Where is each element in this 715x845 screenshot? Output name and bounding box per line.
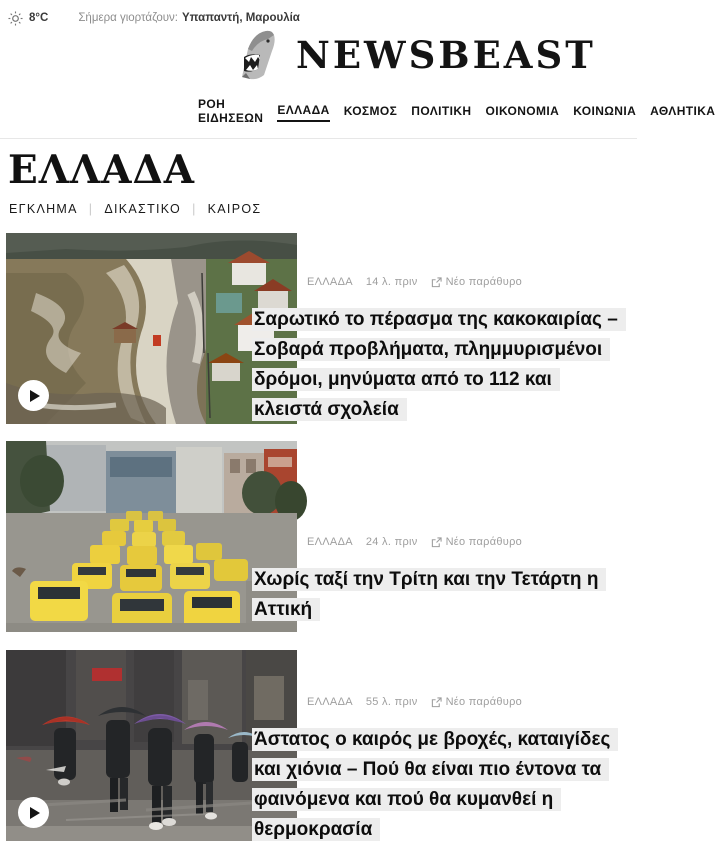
play-icon xyxy=(30,807,40,819)
nav-item-oikonomia[interactable]: ΟΙΚΟΝΟΜΙΑ xyxy=(485,104,560,118)
shark-logo-icon xyxy=(228,29,286,81)
nameday-text xyxy=(78,12,300,24)
open-new-window[interactable] xyxy=(431,276,523,288)
article-meta xyxy=(307,650,629,708)
article-category[interactable]: ΕΛΛΑΔΑ xyxy=(307,536,353,548)
subnav-item-kairos[interactable]: ΚΑΙΡΟΣ xyxy=(207,202,262,216)
article-headline[interactable]: Χωρίς ταξί την Τρίτη και την Τετάρτη η Αττική xyxy=(252,565,622,625)
main-nav xyxy=(176,97,715,138)
article-time: 24 λ. πριν xyxy=(365,536,418,548)
article-headline[interactable]: Άστατος ο καιρός με βροχές, καταιγίδες και χιόνια – Πού θα είναι πιο έντονα τα φαινόμενα και πού θα κυμανθεί η θερμοκρασία xyxy=(252,725,622,845)
play-video-button[interactable] xyxy=(18,797,49,828)
topbar xyxy=(0,0,637,27)
article-category[interactable]: ΕΛΛΑΔΑ xyxy=(307,276,353,288)
subnav-item-dikastiko[interactable]: ΔΙΚΑΣΤΙΚΟ xyxy=(104,202,182,216)
subnav-item-egklima[interactable]: ΕΓΚΛΗΜΑ xyxy=(9,202,78,216)
article-time: 14 λ. πριν xyxy=(365,276,418,288)
article-headline[interactable]: Σαρωτικό το πέρασμα της κακοκαιρίας – Σοβαρά προβλήματα, πλημμυρισμένοι δρόμοι, μηνύματα από το 112 και κλειστά σχολεία xyxy=(252,305,622,425)
subnav-separator: | xyxy=(88,202,94,216)
nav-item-ellada[interactable]: ΕΛΛΑΔΑ xyxy=(277,103,329,122)
nav-item-kosmos[interactable]: ΚΟΣΜΟΣ xyxy=(343,104,398,118)
new-window-icon xyxy=(431,277,442,288)
article-teaser xyxy=(0,233,637,424)
subnav-separator: | xyxy=(192,202,197,216)
article-meta xyxy=(307,233,629,288)
play-video-button[interactable] xyxy=(18,380,49,411)
newsbeast-logo[interactable] xyxy=(228,29,596,81)
category-subnav xyxy=(9,202,637,216)
nav-item-koinonia[interactable]: ΚΟΙΝΩΝΙΑ xyxy=(573,104,637,118)
new-window-label: Νέο παράθυρο xyxy=(445,276,523,288)
nav-item-politiki[interactable]: ΠΟΛΙΤΙΚΗ xyxy=(411,104,472,118)
play-icon xyxy=(30,390,40,402)
article-time: 55 λ. πριν xyxy=(365,696,418,708)
article-body xyxy=(252,650,637,845)
nav-container xyxy=(0,97,715,139)
nav-item-athlitika[interactable]: ΑΘΛΗΤΙΚΑ xyxy=(650,104,715,118)
article-category[interactable]: ΕΛΛΑΔΑ xyxy=(307,696,353,708)
open-new-window[interactable] xyxy=(431,696,523,708)
article-body xyxy=(252,233,637,425)
new-window-label: Νέο παράθυρο xyxy=(445,696,523,708)
page-title: ΕΛΛΑΔΑ xyxy=(8,147,196,193)
article-feed xyxy=(0,233,637,841)
new-window-icon xyxy=(431,697,442,708)
nav-item-roi-eidiseon[interactable]: ΡΟΗ ΕΙΔΗΣΕΩΝ xyxy=(198,97,264,125)
nameday-names: Υπαπαντή, Μαρουλία xyxy=(182,12,300,24)
open-new-window[interactable] xyxy=(431,536,523,548)
logo-wordmark: NEWSBEAST xyxy=(296,33,596,77)
article-body xyxy=(252,441,637,625)
nameday-label: Σήμερα γιορτάζουν: xyxy=(78,12,178,24)
article-meta xyxy=(307,441,629,548)
sun-icon xyxy=(8,11,23,26)
article-teaser xyxy=(0,650,637,841)
new-window-icon xyxy=(431,537,442,548)
temperature: 8°C xyxy=(29,12,49,24)
new-window-label: Νέο παράθυρο xyxy=(445,536,523,548)
header xyxy=(0,29,637,87)
article-teaser xyxy=(0,441,637,632)
